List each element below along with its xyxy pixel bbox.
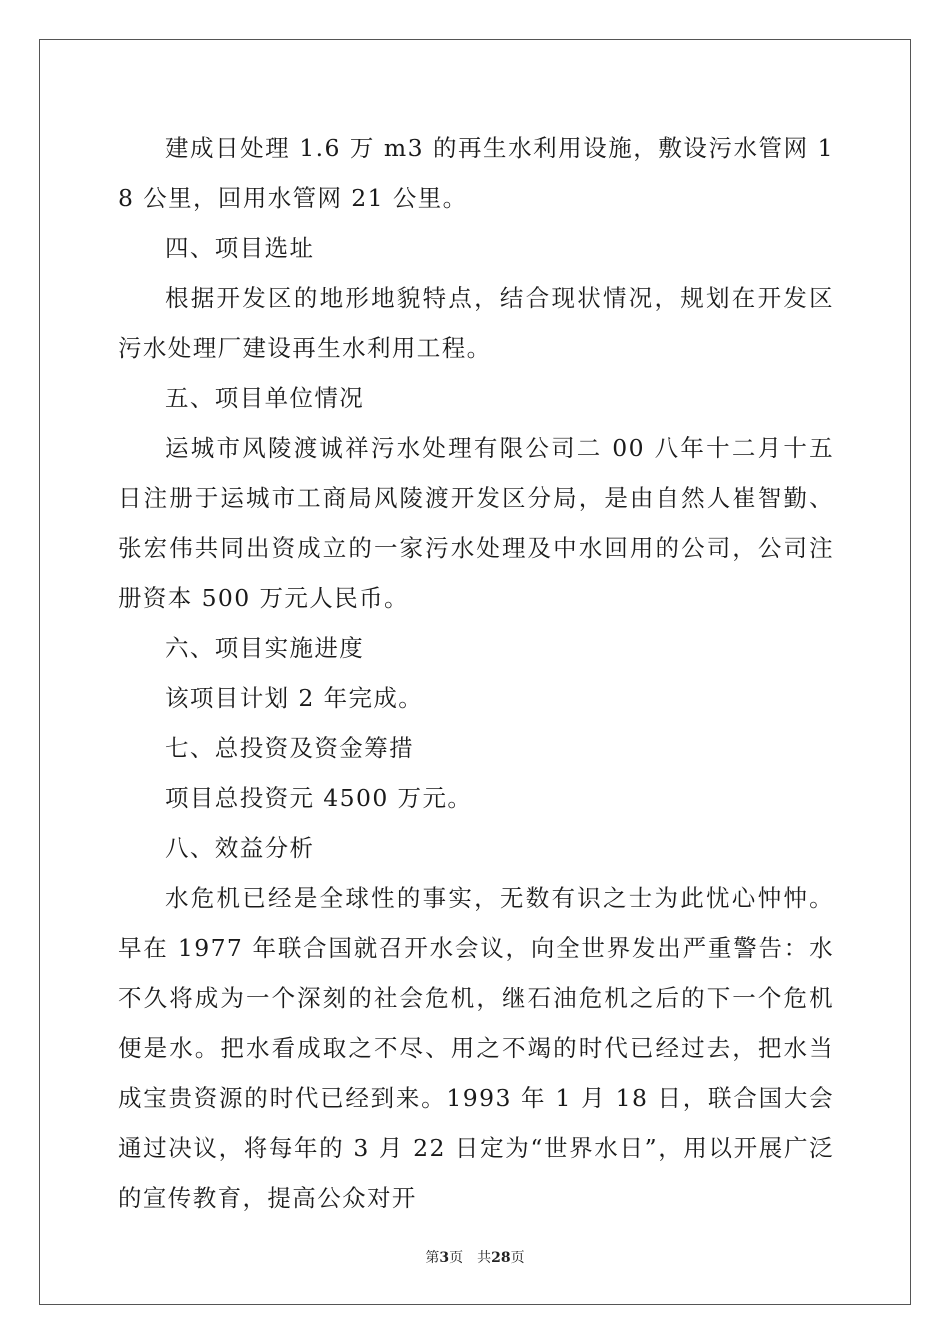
footer-total-suffix: 页 <box>510 1250 525 1266</box>
footer-page-suffix: 页 <box>449 1250 464 1266</box>
section-heading-unit: 五、项目单位情况 <box>165 384 365 412</box>
footer-total-pages: 28 <box>491 1250 511 1266</box>
paragraph-schedule: 该项目计划 2 年完成。 <box>165 684 424 712</box>
paragraph-investment: 项目总投资元 4500 万元。 <box>165 784 473 812</box>
paragraph-unit: 运城市风陵渡诚祥污水处理有限公司二 00 八年十二月十五日注册于运城市工商局风陵渡开发区分局，是由自然人崔智勤、张宏伟共同出资成立的一家污水处理及中水回用的公司，公司注册资本 500 万元人民币。 <box>118 434 834 612</box>
section-heading-investment: 七、总投资及资金筹措 <box>165 734 414 762</box>
footer-page-prefix: 第 <box>425 1250 440 1266</box>
document-body <box>118 123 834 1223</box>
section-heading-site: 四、项目选址 <box>165 234 315 262</box>
footer-page-number: 3 <box>439 1250 450 1266</box>
section-heading-benefit: 八、效益分析 <box>165 834 315 862</box>
footer-total-prefix: 共 <box>477 1250 492 1266</box>
page-footer <box>0 1247 950 1267</box>
paragraph-water-facility: 建成日处理 1.6 万 m3 的再生水利用设施，敷设污水管网 18 公里，回用水管网 21 公里。 <box>118 134 834 212</box>
section-heading-schedule: 六、项目实施进度 <box>165 634 365 662</box>
paragraph-benefit: 水危机已经是全球性的事实，无数有识之士为此忧心忡忡。早在 1977 年联合国就召开水会议，向全世界发出严重警告：水不久将成为一个深刻的社会危机，继石油危机之后的下一个危机便是水。把水看成取之不尽、用之不竭的时代已经过去，把水当成宝贵资源的时代已经到来。1993 年 1 月 18 日，联合国大会通过决议，将每年的 3 月 22 日定为“世界水日”，用以开展广泛的宣传教育，提高公众对开 <box>118 884 834 1212</box>
paragraph-site: 根据开发区的地形地貌特点，结合现状情况，规划在开发区污水处理厂建设再生水利用工程。 <box>118 284 834 362</box>
